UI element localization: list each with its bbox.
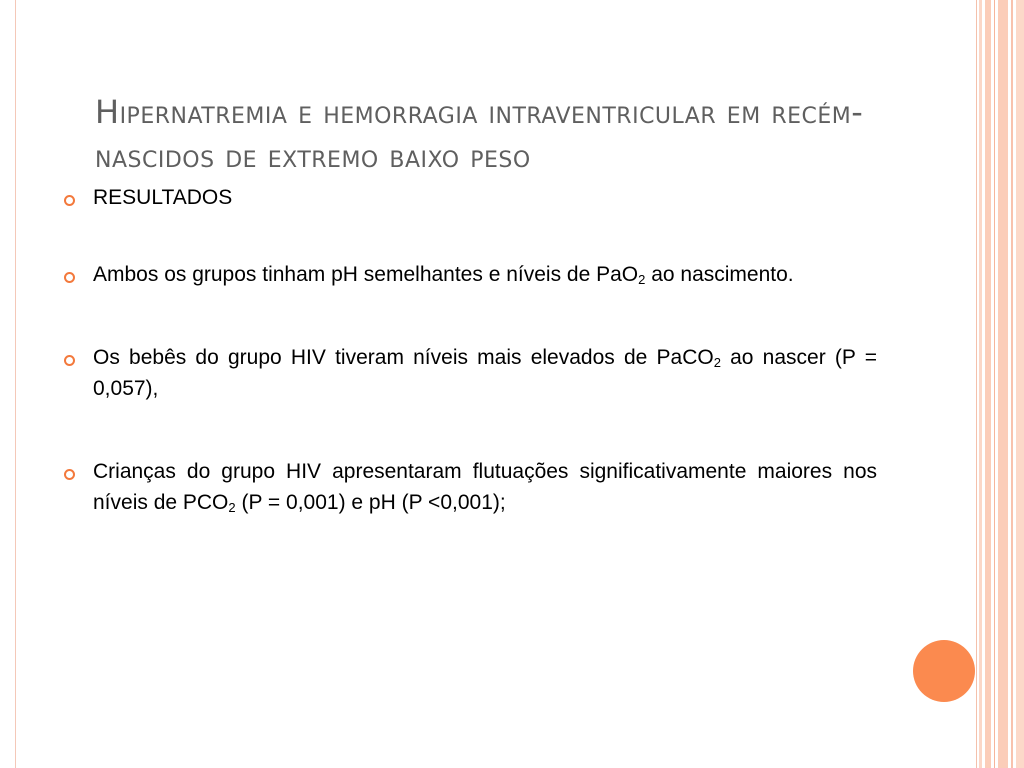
stripe	[985, 0, 991, 768]
bullet-item-pao2	[62, 259, 877, 290]
left-frame-border	[0, 0, 16, 768]
stripe	[979, 0, 982, 768]
stripe	[976, 0, 977, 768]
subscript: 2	[638, 272, 646, 287]
stripe	[998, 0, 1008, 768]
stripe	[1011, 0, 1013, 768]
bullet-circle-icon	[64, 355, 75, 366]
bullet-circle-icon	[64, 195, 75, 206]
slide-title: Hipernatremia e hemorragia intraventricular em recém-nascidos de extremo baixo peso	[95, 93, 864, 175]
bullet-item-pco2	[62, 456, 877, 518]
bullet-text-continued: (P = 0,001) e pH (P <0,001);	[235, 491, 506, 514]
stripe	[1016, 0, 1024, 768]
bullet-text: Ambos os grupos tinham pH semelhantes e níveis de PaO	[93, 263, 639, 286]
bullet-circle-icon	[64, 272, 75, 283]
decorative-stripes	[976, 0, 1024, 768]
bullet-text-continued: ao nascimento.	[645, 263, 794, 286]
bullet-list	[62, 182, 877, 518]
subscript: 2	[228, 500, 236, 515]
stripe	[994, 0, 995, 768]
bullet-text: Os bebês do grupo HIV tiveram níveis mais elevados de PaCO	[93, 346, 714, 369]
subscript: 2	[713, 355, 721, 370]
bullet-circle-icon	[64, 469, 75, 480]
bullet-text: Crianças do grupo HIV apresentaram flutuações significativamente maiores nos níveis de PCO	[93, 460, 877, 514]
bullet-text-continued: ao nascer (P = 0,057),	[93, 346, 877, 400]
decorative-circle	[913, 640, 975, 702]
bullet-item-paco2	[62, 342, 877, 404]
bullet-text: RESULTADOS	[93, 186, 233, 209]
bullet-item-resultados	[62, 182, 877, 213]
